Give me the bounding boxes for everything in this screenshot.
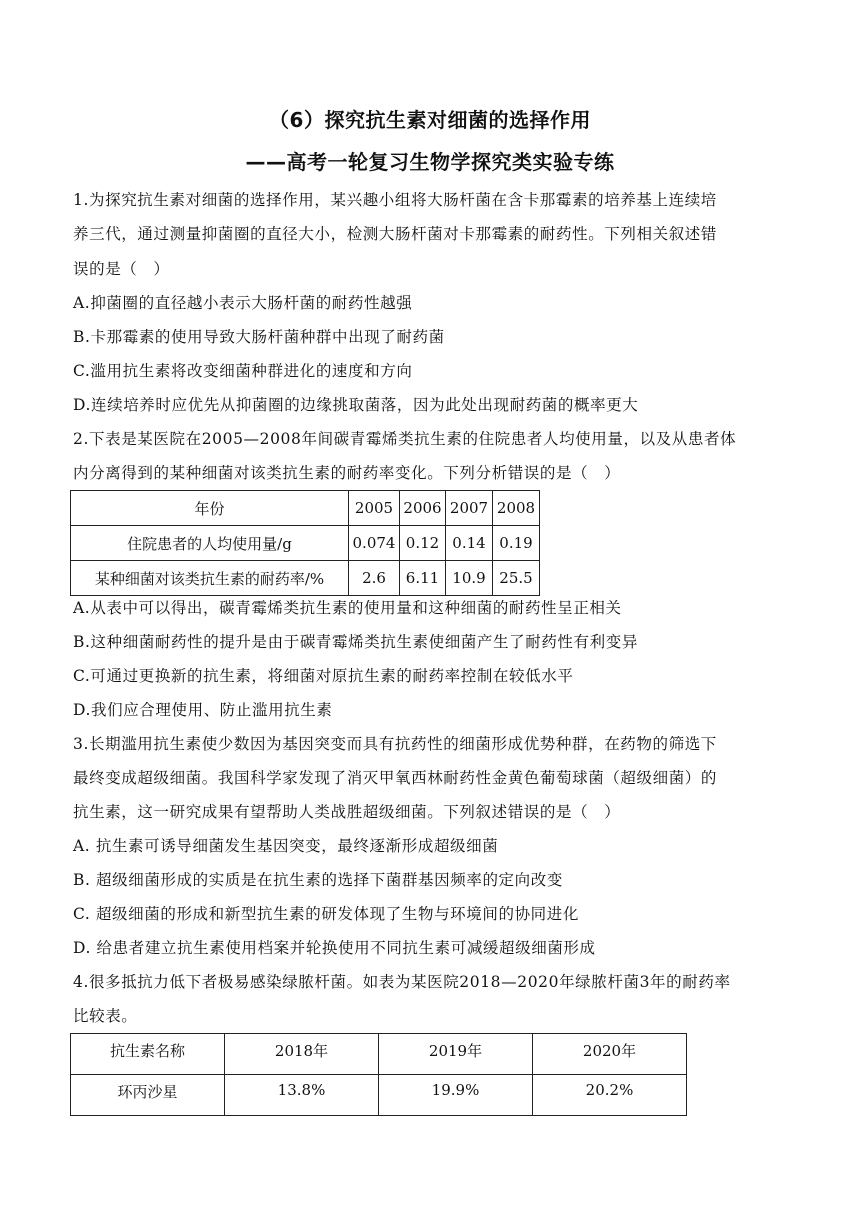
table-header-cell: 2007 — [446, 491, 493, 526]
q1-stem-line-3: 误的是（ ） — [73, 260, 170, 278]
table-header-cell: 2019年 — [379, 1034, 533, 1075]
q2-stem-line-2: 内分离得到的某种细菌对该类抗生素的耐药率变化。下列分析错误的是（ ） — [73, 464, 621, 482]
table-cell: 环丙沙星 — [71, 1075, 225, 1116]
table-cell: 10.9 — [446, 561, 493, 596]
q2-option-a: A.从表中可以得出，碳青霉烯类抗生素的使用量和这种细菌的耐药性呈正相关 — [73, 599, 622, 617]
q1-option-b: B.卡那霉素的使用导致大肠杆菌种群中出现了耐药菌 — [73, 328, 445, 346]
q3-option-c: C. 超级细菌的形成和新型抗生素的研发体现了生物与环境间的协同进化 — [73, 905, 579, 923]
resistance-rate-table — [70, 1033, 687, 1116]
table-row — [71, 1075, 687, 1116]
table-header-cell: 2018年 — [225, 1034, 379, 1075]
table-cell: 某种细菌对该类抗生素的耐药率/% — [71, 561, 349, 596]
q2-stem-line-1: 2.下表是某医院在2005—2008年间碳青霉烯类抗生素的住院患者人均使用量，以及从患者体 — [73, 430, 737, 448]
table-cell: 0.19 — [493, 526, 540, 561]
q3-option-a: A. 抗生素可诱导细菌发生基因突变，最终逐渐形成超级细菌 — [73, 837, 499, 855]
table-cell: 20.2% — [533, 1075, 687, 1116]
table-cell: 19.9% — [379, 1075, 533, 1116]
q3-stem-line-1: 3.长期滥用抗生素使少数因为基因突变而具有抗药性的细菌形成优势种群，在药物的筛选下 — [73, 735, 717, 753]
q3-option-d: D. 给患者建立抗生素使用档案并轮换使用不同抗生素可减缓超级细菌形成 — [73, 939, 596, 957]
table-header-cell: 2005 — [349, 491, 400, 526]
q2-option-b: B.这种细菌耐药性的提升是由于碳青霉烯类抗生素使细菌产生了耐药性有利变异 — [73, 633, 638, 651]
q1-stem-line-1: 1.为探究抗生素对细菌的选择作用，某兴趣小组将大肠杆菌在含卡那霉素的培养基上连续培 — [73, 191, 717, 209]
q4-stem-line-2: 比较表。 — [73, 1007, 138, 1025]
table-cell: 6.11 — [400, 561, 446, 596]
q4-stem-line-1: 4.很多抵抗力低下者极易感染绿脓杆菌。如表为某医院2018—2020年绿脓杆菌3年的耐药率 — [73, 973, 731, 991]
table-cell: 13.8% — [225, 1075, 379, 1116]
table-header-row — [71, 1034, 687, 1075]
table-header-cell: 抗生素名称 — [71, 1034, 225, 1075]
page-title: （6）探究抗生素对细菌的选择作用 — [269, 108, 591, 132]
q1-option-c: C.滥用抗生素将改变细菌种群进化的速度和方向 — [73, 362, 413, 380]
table-cell: 住院患者的人均使用量/g — [71, 526, 349, 561]
table-cell: 2.6 — [349, 561, 400, 596]
table-row — [71, 526, 540, 561]
table-header-cell: 2008 — [493, 491, 540, 526]
table-cell: 25.5 — [493, 561, 540, 596]
table-header-row — [71, 491, 540, 526]
table-header-cell: 2020年 — [533, 1034, 687, 1075]
page-subtitle: ——高考一轮复习生物学探究类实验专练 — [245, 150, 615, 174]
table-cell: 0.074 — [349, 526, 400, 561]
table-header-cell: 年份 — [71, 491, 349, 526]
table-row — [71, 561, 540, 596]
q1-option-a: A.抑菌圈的直径越小表示大肠杆菌的耐药性越强 — [73, 294, 413, 312]
q1-option-d: D.连续培养时应优先从抑菌圈的边缘挑取菌落，因为此处出现耐药菌的概率更大 — [73, 396, 639, 414]
table-cell: 0.14 — [446, 526, 493, 561]
usage-resistance-table — [70, 490, 540, 596]
q3-stem-line-3: 抗生素，这一研究成果有望帮助人类战胜超级细菌。下列叙述错误的是（ ） — [73, 803, 621, 821]
q2-option-d: D.我们应合理使用、防止滥用抗生素 — [73, 701, 333, 719]
q2-option-c: C.可通过更换新的抗生素，将细菌对原抗生素的耐药率控制在较低水平 — [73, 667, 574, 685]
q1-stem-line-2: 养三代，通过测量抑菌圈的直径大小，检测大肠杆菌对卡那霉素的耐药性。下列相关叙述错 — [73, 225, 718, 243]
table-header-cell: 2006 — [400, 491, 446, 526]
table-cell: 0.12 — [400, 526, 446, 561]
q3-stem-line-2: 最终变成超级细菌。我国科学家发现了消灭甲氧西林耐药性金黄色葡萄球菌（超级细菌）的 — [73, 769, 718, 787]
q3-option-b: B. 超级细菌形成的实质是在抗生素的选择下菌群基因频率的定向改变 — [73, 871, 563, 889]
